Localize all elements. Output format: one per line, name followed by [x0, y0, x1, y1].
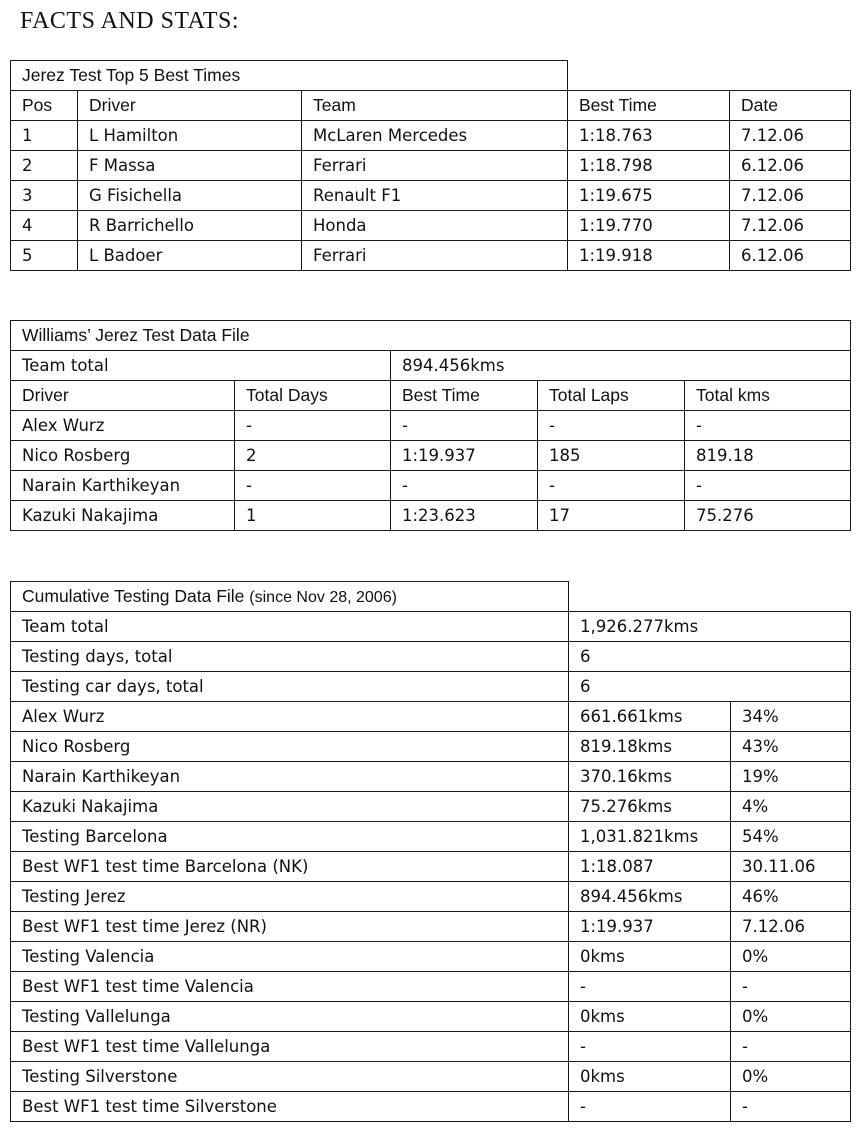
summary-row — [11, 642, 851, 672]
table-cell: 6.12.06 — [730, 151, 851, 181]
table-cell: 1:19.675 — [568, 181, 730, 211]
column-header: Team — [302, 91, 568, 121]
table-cell: 1 — [11, 121, 78, 151]
table-cell: 370.16kms — [569, 762, 731, 792]
table-cell: Alex Wurz — [11, 411, 235, 441]
table-title — [11, 582, 569, 612]
column-header: Best Time — [391, 381, 538, 411]
table-cell: Testing Valencia — [11, 942, 569, 972]
table-cell: 3 — [11, 181, 78, 211]
table-cell: Nico Rosberg — [11, 441, 235, 471]
table-row — [11, 121, 851, 151]
team-total-label: Team total — [11, 351, 391, 381]
table-cell: Ferrari — [302, 151, 568, 181]
table-cell: - — [685, 411, 851, 441]
table-cell: 34% — [731, 702, 851, 732]
table-cell: 7.12.06 — [730, 181, 851, 211]
table-title-text: Cumulative Testing Data File — [22, 586, 245, 606]
table-cell: 1:19.918 — [568, 241, 730, 271]
table-cell: Narain Karthikeyan — [11, 762, 569, 792]
table-cell: 1,926.277kms — [569, 612, 851, 642]
table-cell: Kazuki Nakajima — [11, 792, 569, 822]
table-cell: - — [391, 471, 538, 501]
table-cell: - — [731, 1092, 851, 1122]
table-cell: Best WF1 test time Silverstone — [11, 1092, 569, 1122]
table-cell: - — [391, 411, 538, 441]
table-row — [11, 972, 851, 1002]
table-row — [11, 181, 851, 211]
table-row — [11, 241, 851, 271]
table-cell: Alex Wurz — [11, 702, 569, 732]
table-cell: 0kms — [569, 1002, 731, 1032]
column-header: Date — [730, 91, 851, 121]
column-header: Driver — [78, 91, 302, 121]
table-cell: 1:19.937 — [391, 441, 538, 471]
column-header: Total kms — [685, 381, 851, 411]
table-row — [11, 762, 851, 792]
table-cell: 7.12.06 — [730, 211, 851, 241]
table-cell: 1:18.087 — [569, 852, 731, 882]
table-cell: 1:23.623 — [391, 501, 538, 531]
table-cell: - — [685, 471, 851, 501]
table-row — [11, 912, 851, 942]
table-cell: - — [235, 411, 391, 441]
table-cell: 4 — [11, 211, 78, 241]
table-cell: 75.276kms — [569, 792, 731, 822]
table-row — [11, 501, 851, 531]
table-cell: Best WF1 test time Valencia — [11, 972, 569, 1002]
table-cell: Ferrari — [302, 241, 568, 271]
table-cell: Testing Vallelunga — [11, 1002, 569, 1032]
table-row — [11, 441, 851, 471]
table-cell: 43% — [731, 732, 851, 762]
table-row — [11, 792, 851, 822]
table-cell: 6 — [569, 642, 851, 672]
table-row — [11, 1062, 851, 1092]
table-cell: Team total — [11, 612, 569, 642]
table-cell: 185 — [538, 441, 685, 471]
column-header: Pos — [11, 91, 78, 121]
table-row — [11, 822, 851, 852]
table-row — [11, 702, 851, 732]
table-cell: 0% — [731, 1002, 851, 1032]
table-cell: - — [569, 1032, 731, 1062]
table-cell: - — [569, 1092, 731, 1122]
column-header-row — [11, 381, 851, 411]
summary-row — [11, 612, 851, 642]
column-header-row — [11, 91, 851, 121]
table-cell: 4% — [731, 792, 851, 822]
page-heading: FACTS AND STATS: — [20, 8, 240, 34]
table-cell: Renault F1 — [302, 181, 568, 211]
column-header: Total Laps — [538, 381, 685, 411]
table-cell: Kazuki Nakajima — [11, 501, 235, 531]
table-cell: R Barrichello — [78, 211, 302, 241]
table-subtitle: (since Nov 28, 2006) — [249, 589, 397, 606]
table-row — [11, 1032, 851, 1062]
table-cell: - — [731, 972, 851, 1002]
table-cell: - — [538, 411, 685, 441]
table-cell: - — [235, 471, 391, 501]
table-cell: 54% — [731, 822, 851, 852]
table-cell: 0% — [731, 942, 851, 972]
column-header: Driver — [11, 381, 235, 411]
table-cell: Testing days, total — [11, 642, 569, 672]
table-row — [11, 732, 851, 762]
table-cell: 1:19.937 — [569, 912, 731, 942]
table-cell: 19% — [731, 762, 851, 792]
table-cell: Testing Barcelona — [11, 822, 569, 852]
team-total-value: 894.456kms — [391, 351, 851, 381]
table-cell: L Hamilton — [78, 121, 302, 151]
table-cell: F Massa — [78, 151, 302, 181]
table-cell: 30.11.06 — [731, 852, 851, 882]
table-cell: Honda — [302, 211, 568, 241]
table-cell: 894.456kms — [569, 882, 731, 912]
table-cell: Best WF1 test time Barcelona (NK) — [11, 852, 569, 882]
table-cell: Testing Silverstone — [11, 1062, 569, 1092]
table-cell: Narain Karthikeyan — [11, 471, 235, 501]
table-cell: L Badoer — [78, 241, 302, 271]
table-cell: 1:19.770 — [568, 211, 730, 241]
table-cell: 1,031.821kms — [569, 822, 731, 852]
table-cell: - — [569, 972, 731, 1002]
table-row — [11, 411, 851, 441]
table-cell: 7.12.06 — [731, 912, 851, 942]
table-cell: 17 — [538, 501, 685, 531]
table-cell: 5 — [11, 241, 78, 271]
blank-cell — [569, 582, 851, 612]
table-row — [11, 942, 851, 972]
table-cell: Testing Jerez — [11, 882, 569, 912]
table-cell: G Fisichella — [78, 181, 302, 211]
table-title-row — [11, 61, 851, 91]
table-cell: 46% — [731, 882, 851, 912]
cumulative-testing-table — [10, 581, 851, 1122]
table-cell: McLaren Mercedes — [302, 121, 568, 151]
table-cell: 6.12.06 — [730, 241, 851, 271]
table-cell: - — [538, 471, 685, 501]
table-title: Williams’ Jerez Test Data File — [11, 321, 851, 351]
blank-cell — [568, 61, 851, 91]
table-cell: 661.661kms — [569, 702, 731, 732]
summary-row — [11, 672, 851, 702]
table-row — [11, 1002, 851, 1032]
table-row — [11, 151, 851, 181]
table-row — [11, 471, 851, 501]
table-cell: Best WF1 test time Vallelunga — [11, 1032, 569, 1062]
table-cell: 2 — [235, 441, 391, 471]
table-cell: 0% — [731, 1062, 851, 1092]
table-cell: 75.276 — [685, 501, 851, 531]
williams-jerez-table — [10, 320, 851, 531]
table-title-row — [11, 582, 851, 612]
table-cell: 2 — [11, 151, 78, 181]
jerez-top5-table — [10, 60, 851, 271]
table-cell: 1:18.763 — [568, 121, 730, 151]
table-cell: 7.12.06 — [730, 121, 851, 151]
table-cell: 6 — [569, 672, 851, 702]
table-cell: 819.18kms — [569, 732, 731, 762]
table-cell: 819.18 — [685, 441, 851, 471]
table-cell: Nico Rosberg — [11, 732, 569, 762]
column-header: Total Days — [235, 381, 391, 411]
table-cell: 0kms — [569, 1062, 731, 1092]
table-cell: Best WF1 test time Jerez (NR) — [11, 912, 569, 942]
table-row — [11, 1092, 851, 1122]
table-cell: 1:18.798 — [568, 151, 730, 181]
table-cell: 1 — [235, 501, 391, 531]
team-total-row — [11, 351, 851, 381]
table-row — [11, 211, 851, 241]
table-cell: Testing car days, total — [11, 672, 569, 702]
table-cell: - — [731, 1032, 851, 1062]
table-title-row — [11, 321, 851, 351]
table-title: Jerez Test Top 5 Best Times — [11, 61, 568, 91]
table-row — [11, 852, 851, 882]
column-header: Best Time — [568, 91, 730, 121]
table-cell: 0kms — [569, 942, 731, 972]
table-row — [11, 882, 851, 912]
